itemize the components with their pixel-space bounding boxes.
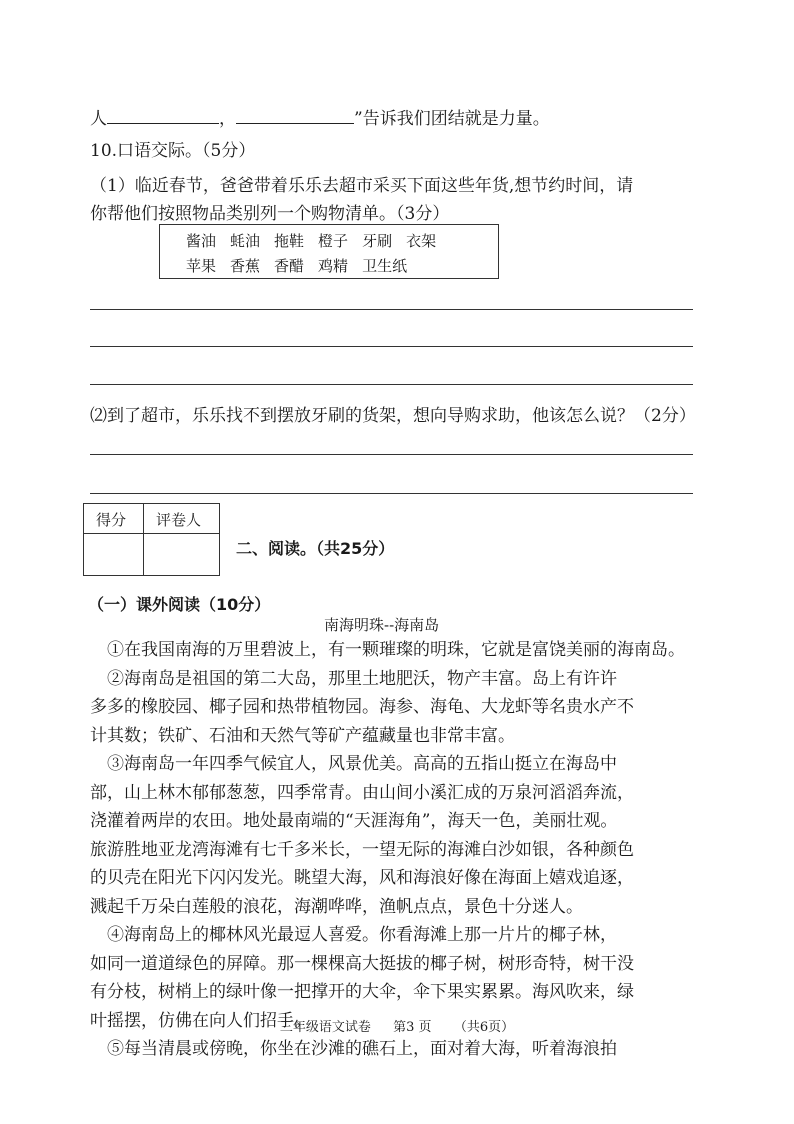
passage-line: 旅游胜地亚龙湾海滩有七千多米长，一望无际的海滩白沙如银，各种颜色 <box>90 839 634 860</box>
item: 橙子 <box>318 232 349 250</box>
item: 衣架 <box>406 232 437 250</box>
item: 苹果 <box>186 257 217 275</box>
passage-line: ①在我国南海的万里碧波上，有一颗璀璨的明珠，它就是富饶美丽的海南岛。 <box>107 640 685 660</box>
answer-line-3[interactable] <box>90 384 693 385</box>
score-table <box>83 503 220 576</box>
answer-line-5[interactable] <box>90 493 693 494</box>
passage-line: 溅起千万朵白莲般的浪花，海潮哗哗，渔帆点点，景色十分迷人。 <box>90 896 583 917</box>
items-row-2 <box>186 255 421 276</box>
passage-line: ③海南岛一年四季气候宜人，风景优美。高高的五指山挺立在海岛中 <box>107 754 617 774</box>
q9-blank-2[interactable] <box>236 109 354 124</box>
score-header: 得分 <box>96 511 127 529</box>
passage-line: 浇灌着两岸的农田。地处最南端的“天涯海角”，海天一色，美丽壮观。 <box>90 811 618 831</box>
passage-line: 如同一道道绿色的屏障。那一棵棵高大挺拔的椰子树，树形奇特，树干没 <box>90 953 634 974</box>
reading1-heading: （一）课外阅读（10分） <box>88 595 271 614</box>
passage-line: 叶摇摆，仿佛在向人们招手。 <box>90 1010 311 1031</box>
passage-title: 南海明珠--海南岛 <box>324 616 440 634</box>
shopping-items-box <box>159 224 499 279</box>
item: 酱油 <box>186 232 217 250</box>
item: 鸡精 <box>318 257 349 275</box>
grader-header: 评卷人 <box>156 511 202 529</box>
passage-line: ⑤每当清晨或傍晚，你坐在沙滩的礁石上，面对着大海，听着海浪拍 <box>107 1039 617 1059</box>
items-row-1 <box>186 230 450 251</box>
passage-line: 多多的橡胶园、椰子园和热带植物园。海参、海龟、大龙虾等名贵水产不 <box>90 697 634 717</box>
passage-line: 部，山上林木郁郁葱葱，四季常青。由山间小溪汇成的万泉河滔滔奔流， <box>90 782 634 803</box>
item: 香醋 <box>274 257 305 275</box>
answer-line-1[interactable] <box>90 309 693 310</box>
footer-page: 第3 页 <box>393 1020 432 1035</box>
item: 香蕉 <box>230 257 261 275</box>
q10-part2: ⑵到了超市，乐乐找不到摆放牙刷的货架，想向导购求助，他该怎么说？（2分） <box>90 406 696 426</box>
item: 拖鞋 <box>274 232 305 250</box>
item: 牙刷 <box>362 232 393 250</box>
q9-blank-1[interactable] <box>107 109 219 124</box>
q10-part1-line2: 你帮他们按照物品类别列一个购物清单。（3分） <box>90 204 450 224</box>
passage-line: ②海南岛是祖国的第二大岛，那里土地肥沃，物产丰富。岛上有许许 <box>107 668 617 689</box>
section2-title: 二、阅读。（共25分） <box>236 539 395 558</box>
q10-title: 10.口语交际。（5分） <box>90 141 256 161</box>
passage-line: 计其数；铁矿、石油和天然气等矿产蕴藏量也非常丰富。 <box>90 725 515 746</box>
passage-line: 有分枝，树梢上的绿叶像一把撑开的大伞，伞下果实累累。海风吹来，绿 <box>90 982 634 1002</box>
footer-total: （共6页） <box>453 1020 515 1035</box>
passage-line: ④海南岛上的椰林风光最逗人喜爱。你看海滩上那一片片的椰子林， <box>107 925 617 945</box>
item: 蚝油 <box>230 232 261 250</box>
item: 卫生纸 <box>362 257 408 275</box>
q9-answer-line <box>90 104 550 129</box>
passage-line: 的贝壳在阳光下闪闪发光。眺望大海，风和海浪好像在海面上嬉戏追逐， <box>90 868 634 888</box>
passage-body <box>90 636 700 1064</box>
q9-comma: ， <box>219 109 236 129</box>
q10-part1-line1: （1）临近春节，爸爸带着乐乐去超市采买下面这些年货,想节约时间，请 <box>90 176 634 196</box>
page-footer <box>0 1016 794 1035</box>
answer-line-4[interactable] <box>90 454 693 455</box>
q9-suffix: ”告诉我们团结就是力量。 <box>354 109 550 129</box>
answer-line-2[interactable] <box>90 346 693 347</box>
q9-prefix: 人 <box>90 109 107 129</box>
footer-exam: 三年级语文试卷 <box>279 1020 371 1035</box>
